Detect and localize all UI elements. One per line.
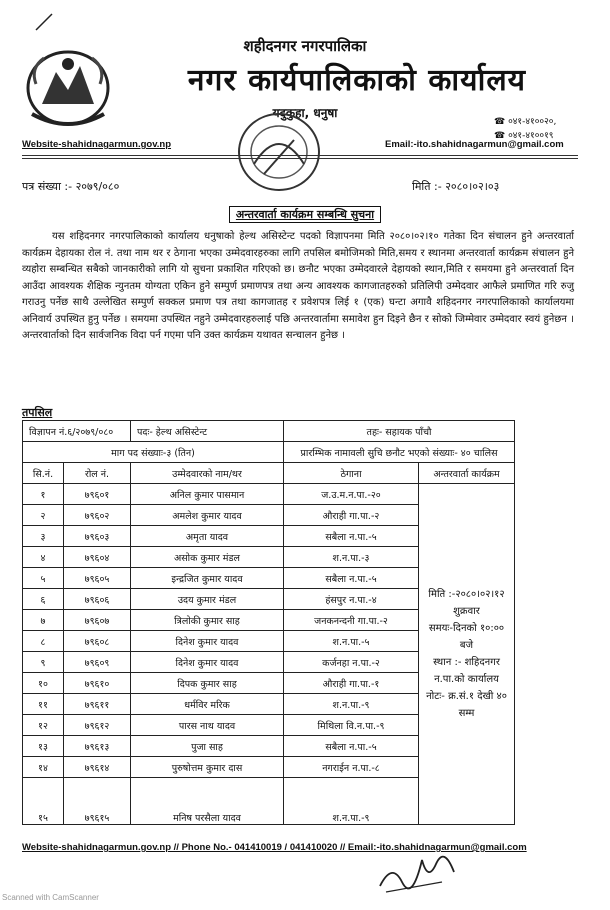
cell-roll: ७९६०९ (64, 652, 131, 673)
candidate-table (22, 420, 515, 825)
schedule-line: समयः-दिनको १०:०० बजे (428, 623, 505, 651)
cell-name: अमृता यादव (131, 526, 284, 547)
phone-number-1: ☎ ०४१-४१००२०, (494, 117, 557, 127)
cell-roll: ७९६११ (64, 694, 131, 715)
website-link[interactable]: Website-shahidnagarmun.gov.np (22, 139, 172, 150)
schedule-line: शुक्रवार (453, 606, 480, 617)
cell-name: दिनेश कुमार यादव (131, 631, 284, 652)
cell-serial: ४ (23, 547, 64, 568)
cell-roll: ७९६१० (64, 673, 131, 694)
cell-address: ज.उ.म.न.पा.-२० (284, 484, 419, 505)
cell-serial: १५ (23, 778, 64, 825)
letter-date: मिति :- २०८०।०२।०३ (412, 180, 500, 193)
cell-name: अमलेश कुमार यादव (131, 505, 284, 526)
cell-address: जनकनन्दनी गा.पा.-२ (284, 610, 419, 631)
cell-roll: ७९६०४ (64, 547, 131, 568)
schedule-line: नोटः- क्र.सं.१ देखी ४० सम्म (426, 691, 507, 719)
cell-serial: १२ (23, 715, 64, 736)
cell-serial: १४ (23, 757, 64, 778)
subject-text: अन्तरवार्ता कार्यक्रम सम्बन्धि सुचना (229, 206, 381, 223)
office-seal-icon (224, 104, 334, 200)
schedule-line: स्थान :- शहिदनगर न.पा.को कार्यालय (433, 657, 500, 685)
cell-address: सबैला न.पा.-५ (284, 736, 419, 757)
signature-icon (372, 842, 462, 896)
schedule-line: मिति :-२०८०।०२।१२ (428, 589, 505, 600)
col-header-roll: रोल नं. (64, 463, 131, 484)
interview-schedule (419, 484, 515, 825)
cell-serial: १० (23, 673, 64, 694)
subject-line (0, 207, 610, 222)
cell-roll: ७९६०७ (64, 610, 131, 631)
cell-serial: ६ (23, 589, 64, 610)
cell-serial: ८ (23, 631, 64, 652)
office-location: यदुकुहा, धनुषा (272, 106, 338, 120)
cell-name: दिपक कुमार साह (131, 673, 284, 694)
cell-roll: ७९६१३ (64, 736, 131, 757)
cell-serial: ३ (23, 526, 64, 547)
cell-serial: ११ (23, 694, 64, 715)
cell-address: कर्जनहा न.पा.-२ (284, 652, 419, 673)
cell-address: श.न.पा.-९ (284, 694, 419, 715)
post-level: तहः- सहायक पाँचौ (284, 421, 515, 442)
cell-address: सबैला न.पा.-५ (284, 568, 419, 589)
cell-address: नगराईन न.पा.-८ (284, 757, 419, 778)
table-row (23, 484, 515, 505)
advert-number: विज्ञापन नं.६/२०७९/०८० (23, 421, 131, 442)
cell-address: औराही गा.पा.-१ (284, 673, 419, 694)
cell-name: अनिल कुमार पासमान (131, 484, 284, 505)
header-divider-2 (22, 158, 578, 159)
cell-name: इन्द्रजित कुमार यादव (131, 568, 284, 589)
municipality-name: शहीदनगर नगरपालिका (243, 37, 367, 55)
cell-address: मिथिला वि.न.पा.-९ (284, 715, 419, 736)
cell-address: श.न.पा.-९ (284, 778, 419, 825)
cell-roll: ७९६०५ (64, 568, 131, 589)
cell-name: दिनेश कुमार यादव (131, 652, 284, 673)
cell-name: उदय कुमार मंडल (131, 589, 284, 610)
cell-address: औराही गा.पा.-२ (284, 505, 419, 526)
cell-address: सबैला न.पा.-५ (284, 526, 419, 547)
header-divider (22, 155, 578, 156)
cell-name: पुजा साह (131, 736, 284, 757)
cell-roll: ७९६१२ (64, 715, 131, 736)
col-header-address: ठेगाना (284, 463, 419, 484)
cell-serial: ५ (23, 568, 64, 589)
cell-roll: ७९६१५ (64, 778, 131, 825)
shortlist-count: प्रारम्भिक नामावली सुचि छनौट भएको संख्याः- ४० चालिस (284, 442, 515, 463)
reference-number: पत्र संख्या :- २०७९/०८० (22, 180, 120, 193)
cell-name: त्रिलोकी कुमार साह (131, 610, 284, 631)
corner-mark-icon (34, 12, 54, 32)
cell-roll: ७९६०१ (64, 484, 131, 505)
cell-name: मनिष परसैला यादव (131, 778, 284, 825)
cell-serial: २ (23, 505, 64, 526)
cell-name: पारस नाथ यादव (131, 715, 284, 736)
office-title: नगर कार्यपालिकाको कार्यालय (187, 63, 527, 98)
cell-name: धर्मविर मरिक (131, 694, 284, 715)
cell-address: श.न.पा.-३ (284, 547, 419, 568)
cell-address: श.न.पा.-५ (284, 631, 419, 652)
list-heading: तपसिल (22, 406, 53, 419)
cell-roll: ७९६०८ (64, 631, 131, 652)
email-link[interactable]: Email:-ito.shahidnagarmun@gmail.com (385, 139, 564, 150)
cell-serial: ७ (23, 610, 64, 631)
cell-roll: ७९६१४ (64, 757, 131, 778)
cell-serial: ९ (23, 652, 64, 673)
scanner-watermark: Scanned with CamScanner (2, 893, 99, 902)
col-header-schedule: अन्तरवार्ता कार्यक्रम (419, 463, 515, 484)
cell-name: पुरुषोत्तम कुमार दास (131, 757, 284, 778)
footer-contact: Website-shahidnagarmun.gov.np // Phone No.- 041410019 / 041410020 // Email:-ito.shahidnagarmun@gmail.com (22, 842, 527, 853)
cell-address: हंसपुर न.पा.-४ (284, 589, 419, 610)
cell-roll: ७९६०२ (64, 505, 131, 526)
seat-count: माग पद संख्याः-३ (तिन) (23, 442, 284, 463)
cell-roll: ७९६०३ (64, 526, 131, 547)
cell-roll: ७९६०६ (64, 589, 131, 610)
col-header-sn: सि.नं. (23, 463, 64, 484)
cell-serial: १३ (23, 736, 64, 757)
phone-number-2: ☎ ०४१-४१००१९ (494, 131, 554, 141)
post-name: पदः- हेल्थ असिस्टेन्ट (131, 421, 284, 442)
notice-body: यस शहिदनगर नगरपालिकाको कार्यालय धनुषाको हेल्थ असिस्टेन्ट पदको विज्ञापनमा मिति २०८०।०२।१० गतेका दिन संचालन हुने अन्तरवार्ता कार्यक्रम देहायका रोल नं. तथा नाम थर र ठेगाना भएका उम्मेदवारहरुका लागि तपसिल बमोजिमको मिति,समय र स्थानमा अन्तरवार्ता कार्यक्रम संचालन हुने व्यहोरा सम्बन्धित सबैको जानकारीको लागि यो सुचना प्रकाशित गरिएको छ। छनौट भएका उम्मेदवारले देहायको स्थान,मिति र समयमा हुने अन्तरवार्ता दिन आउँदा आवश्यक शैक्षिक न्युनतम योग्यता एकिन हुने सम्पुर्ण प्रमाणपत्र तथा अन्य आवश्यक कागजातहरुको प्रतिलिपी उम्मेदवार आफैले प्रमाणित गरि रुजु गराउनु पर्नेछ साथै उल्लेखित सम्पुर्ण सक्कल प्रमाण पत्र तथा कागजातह र प्रवेशपत्र लिई १ (एक) घन्टा अगावै शहिदनगर नगरपालिकाको कार्यालयमा अनिवार्य उपस्थित हुनु पर्नेछ । समयमा उपस्थित नहुने उम्मेदवारहरुलाई पछि अन्तरवार्तामा समावेश हुन दिइने छैन र सोको जिम्मेवार उम्मेदवार स्वयं हुनेछन । अन्तरवार्ताको दिन सार्वजनिक विदा पर्न गएमा पनि उक्त कार्यक्रम यथावत सन्चालन हुनेछ । (22, 231, 574, 341)
cell-serial: १ (23, 484, 64, 505)
col-header-name: उम्मेदवारको नाम/थर (131, 463, 284, 484)
cell-name: असोक कुमार मंडल (131, 547, 284, 568)
